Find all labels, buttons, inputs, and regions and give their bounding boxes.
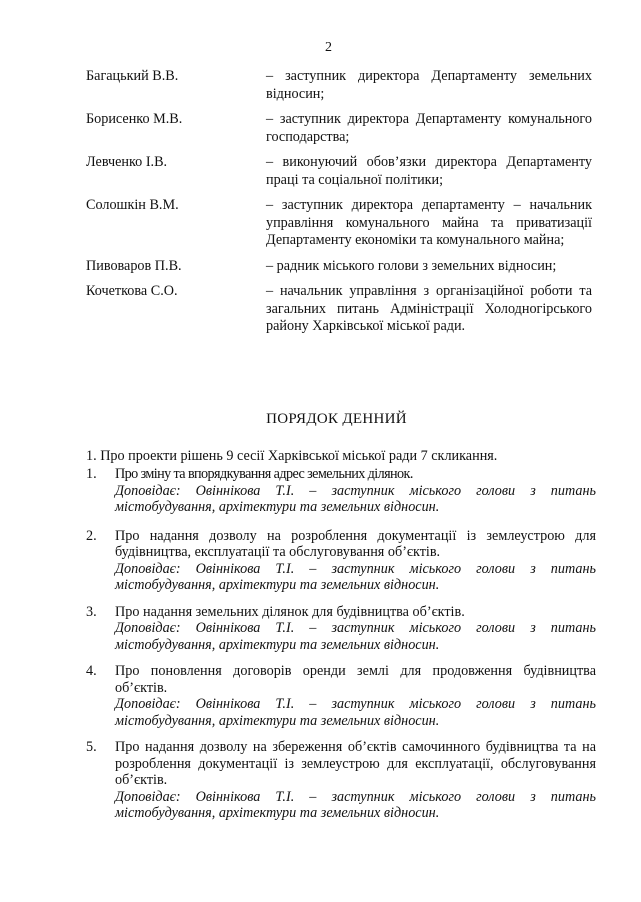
agenda-item-topic: Про надання земельних ділянок для будівництва об’єктів.: [115, 603, 465, 620]
attendee-row: [86, 258, 592, 276]
attendee-name: Борисенко М.В.: [86, 111, 183, 127]
attendee-row: [86, 154, 592, 189]
attendee-role: – заступник директора департаменту – начальник управління комунального майна та приватизації Департаменту економіки та комунального майна;: [266, 197, 592, 248]
attendee-role: – начальник управління з організаційної роботи та загальних питань Адміністрації Холодногірського району Харківської міської ради.: [266, 283, 592, 334]
agenda-item-body: [115, 466, 596, 516]
agenda-item: [86, 466, 596, 516]
agenda-item-topic: Про надання дозволу на збереження об’єктів самочинного будівництва та на розроблення документації із землеустрою для експлуатації, обслуговування об’єктів.: [115, 739, 596, 788]
agenda-item: [86, 604, 596, 654]
attendee-name: Багацький В.В.: [86, 68, 179, 84]
agenda-item-speaker: Доповідає: Овіннікова Т.І. – заступник міського голови з питань містобудування, архітектури та земельних відносин.: [115, 696, 596, 729]
agenda-title: ПОРЯДОК ДЕННИЙ: [266, 411, 407, 427]
attendee-name: Солошкін В.М.: [86, 197, 179, 213]
agenda-item-number: 2.: [86, 527, 97, 544]
agenda-item: [86, 663, 596, 729]
agenda-item-speaker: Доповідає: Овіннікова Т.І. – заступник міського голови з питань містобудування, архітектури та земельних відносин.: [115, 620, 596, 653]
attendee-name: Кочеткова С.О.: [86, 283, 178, 299]
agenda-intro: 1. Про проекти рішень 9 сесії Харківської міської ради 7 скликання.: [86, 448, 498, 464]
attendee-row: [86, 197, 592, 250]
agenda-item-body: [115, 739, 596, 822]
agenda-item-speaker: Доповідає: Овіннікова Т.І. – заступник міського голови з питань містобудування, архітектури та земельних відносин.: [115, 560, 596, 593]
attendee-row: [86, 283, 592, 336]
agenda-item-number: 3.: [86, 603, 97, 620]
agenda-item-speaker: Доповідає: Овіннікова Т.І. – заступник міського голови з питань містобудування, архітектури та земельних відносин.: [115, 482, 596, 515]
agenda-item-body: [115, 663, 596, 729]
agenda-item: [86, 739, 596, 822]
attendee-name: Левченко І.В.: [86, 154, 168, 170]
agenda-item-number: 4.: [86, 663, 97, 679]
attendee-role: – радник міського голови з земельних відносин;: [266, 257, 557, 274]
attendee-role: – виконуючий обов’язки директора Департаменту праці та соціальної політики;: [266, 154, 592, 188]
agenda-item-number: 5.: [86, 739, 97, 755]
agenda-item-speaker: Доповідає: Овіннікова Т.І. – заступник міського голови з питань містобудування, архітектури та земельних відносин.: [115, 788, 596, 821]
attendee-role: – заступник директора Департаменту комунального господарства;: [266, 111, 592, 145]
attendee-role: – заступник директора Департаменту земельних відносин;: [266, 68, 592, 102]
agenda-item-topic: Про зміну та впорядкування адрес земельних ділянок.: [115, 466, 413, 482]
agenda-list: [86, 466, 596, 822]
agenda-item: [86, 528, 596, 594]
agenda-item-topic: Про надання дозволу на розроблення документації із землеустрою для будівництва, експлуатації та обслуговування об’єктів.: [115, 527, 596, 560]
agenda-item-body: [115, 604, 596, 654]
attendee-list: [86, 68, 592, 344]
agenda-item-body: [115, 528, 596, 594]
page-number: 2: [325, 40, 332, 55]
agenda-item-number: 1.: [86, 466, 97, 482]
attendee-row: [86, 68, 592, 103]
agenda-item-topic: Про поновлення договорів оренди землі для продовження будівництва об’єктів.: [115, 663, 596, 696]
attendee-row: [86, 111, 592, 146]
attendee-name: Пивоваров П.В.: [86, 257, 182, 274]
